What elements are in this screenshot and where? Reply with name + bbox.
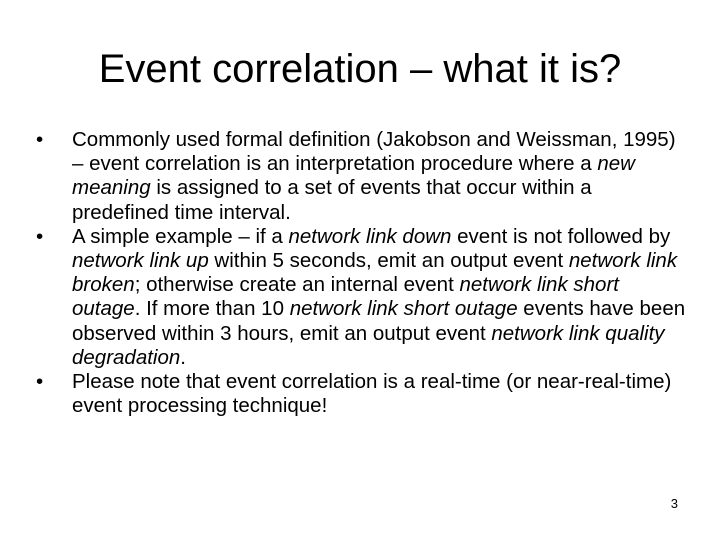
bullet-marker: • — [36, 128, 44, 151]
bullet-segment: is assigned to a set of events that occur within a predefined time interval. — [72, 176, 592, 224]
bullet-segment: Please note that event correlation is a real-time (or near-real-time) event processing technique! — [72, 370, 672, 418]
bullet-item — [36, 370, 686, 418]
bullet-segment: . If more than 10 — [134, 297, 290, 321]
bullet-list — [36, 128, 686, 418]
bullet-segment-italic: network link up — [72, 249, 209, 273]
bullet-segment: A simple example – if a — [72, 224, 289, 248]
page-number: 3 — [670, 496, 678, 511]
bullet-item — [36, 225, 686, 370]
bullet-segment: . — [180, 345, 186, 369]
bullet-segment: event is not followed by — [451, 224, 671, 248]
bullet-segment-italic: network link short outage — [289, 297, 518, 321]
bullet-segment: ; otherwise create an internal event — [134, 273, 460, 297]
bullet-segment-italic: network link quality degradation — [72, 321, 665, 369]
bullet-segment: events have been observed within 3 hours, emit an output event — [72, 297, 686, 345]
bullet-marker: • — [36, 370, 44, 394]
bullet-segment-italic: network link down — [288, 224, 452, 248]
bullet-item — [36, 128, 686, 225]
bullet-segment: Commonly used formal definition (Jakobson and Weissman, 1995) – event correlation is an interpretation procedure where a — [72, 128, 676, 176]
bullet-segment-italic: network link short outage — [72, 273, 619, 321]
bullet-segment: within 5 seconds, emit an output event — [208, 249, 569, 273]
bullet-segment-italic: network link broken — [72, 249, 678, 297]
bullet-segment-italic: new meaning — [72, 152, 635, 200]
slide-title: Event correlation – what it is? — [98, 47, 622, 91]
bullet-marker: • — [36, 224, 44, 248]
